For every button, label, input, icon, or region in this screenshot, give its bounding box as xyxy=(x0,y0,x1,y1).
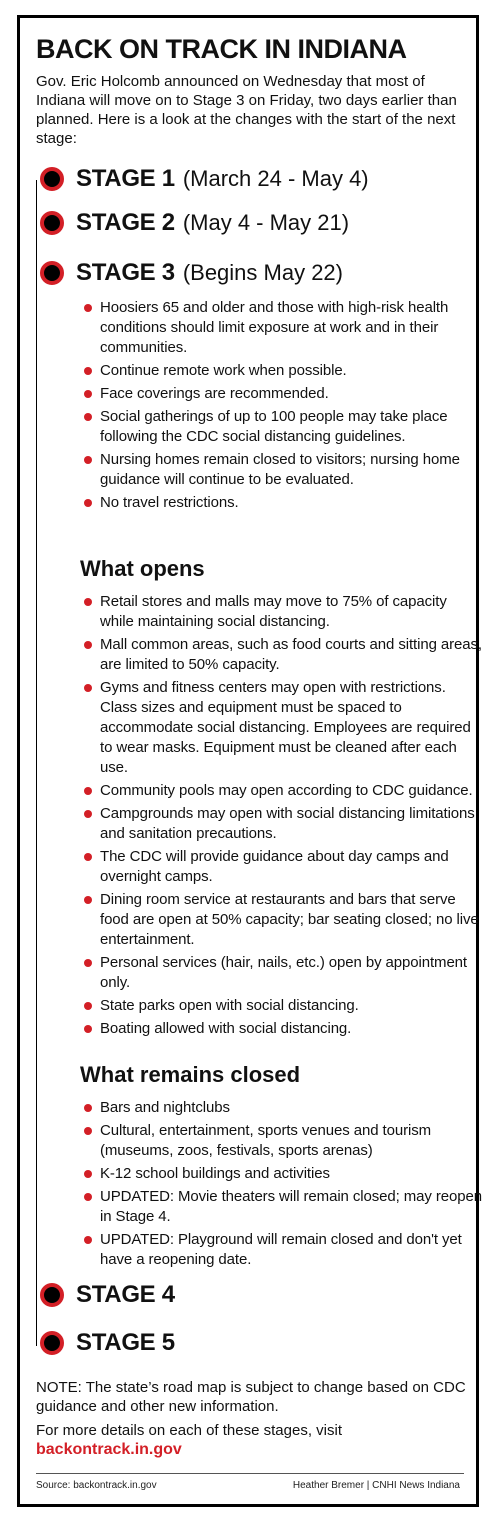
stage-label: STAGE 4 xyxy=(76,1281,175,1308)
stage-5 xyxy=(40,1328,175,1358)
list-item-text: Dining room service at restaurants and bars that serve food are open at 50% capacity; bar seating closed; no live entertainment. xyxy=(100,891,479,948)
list-item xyxy=(84,635,484,675)
stage-label: STAGE 2 xyxy=(76,209,175,236)
timeline-dot-icon xyxy=(40,261,64,285)
list-item xyxy=(84,384,484,404)
footer-divider xyxy=(36,1473,464,1474)
list-item-text: Nursing homes remain closed to visitors; nursing home guidance will continue to be evaluated. xyxy=(100,451,460,488)
list-item-text: UPDATED: Movie theaters will remain closed; may reopen in Stage 4. xyxy=(100,1188,482,1225)
list-item-text: Campgrounds may open with social distancing limitations and sanitation precautions. xyxy=(100,805,475,842)
stage-1 xyxy=(40,164,369,194)
infographic-frame xyxy=(17,15,482,1507)
bullet-icon xyxy=(84,367,92,375)
bullet-icon xyxy=(84,787,92,795)
intro-text: Gov. Eric Holcomb announced on Wednesday that most of Indiana will move on to Stage 3 on Friday, two days earlier than planned. Here is a look at the changes with the start of the next stage: xyxy=(36,73,457,147)
bullet-icon xyxy=(84,499,92,507)
timeline-dot-icon xyxy=(40,1283,64,1307)
stage-4 xyxy=(40,1280,175,1310)
bullet-icon xyxy=(84,413,92,421)
stage-3 xyxy=(40,258,343,288)
bullet-icon xyxy=(84,1236,92,1244)
list-item xyxy=(84,1164,484,1184)
bullet-icon xyxy=(84,598,92,606)
list-item xyxy=(84,298,484,358)
list-item xyxy=(84,678,484,778)
list-item xyxy=(84,1230,484,1270)
bullet-icon xyxy=(84,641,92,649)
list-item-text: Face coverings are recommended. xyxy=(100,385,329,402)
timeline-dot-icon xyxy=(40,167,64,191)
stage-label: STAGE 1 xyxy=(76,165,175,192)
stage-label: STAGE 5 xyxy=(76,1329,175,1356)
backontrack-link[interactable]: backontrack.in.gov xyxy=(36,1441,182,1458)
what-closed-heading: What remains closed xyxy=(80,1062,301,1087)
timeline-line xyxy=(36,180,37,1346)
list-item xyxy=(84,1098,484,1118)
bullet-icon xyxy=(84,1193,92,1201)
stage-2 xyxy=(40,208,349,238)
bullet-icon xyxy=(84,390,92,398)
list-item xyxy=(84,847,484,887)
more-details-text: For more details on each of these stages, visit xyxy=(36,1422,342,1439)
infographic-title: BACK ON TRACK IN INDIANA xyxy=(36,34,407,64)
list-item-text: Boating allowed with social distancing. xyxy=(100,1020,352,1037)
what-opens-list xyxy=(84,592,484,1042)
list-item-text: State parks open with social distancing. xyxy=(100,997,359,1014)
bullet-icon xyxy=(84,853,92,861)
list-item xyxy=(84,781,484,801)
list-item xyxy=(84,407,484,447)
list-item xyxy=(84,1187,484,1227)
timeline-dot-icon xyxy=(40,1331,64,1355)
list-item xyxy=(84,361,484,381)
bullet-icon xyxy=(84,1127,92,1135)
bullet-icon xyxy=(84,896,92,904)
stage3-list xyxy=(84,298,484,516)
stage-label: STAGE 3 xyxy=(76,259,175,286)
stage-dates: (Begins May 22) xyxy=(182,260,343,285)
bullet-icon xyxy=(84,1025,92,1033)
what-opens-heading: What opens xyxy=(80,556,205,581)
list-item-text: UPDATED: Playground will remain closed and don't yet have a reopening date. xyxy=(100,1231,462,1268)
bullet-icon xyxy=(84,959,92,967)
list-item-text: No travel restrictions. xyxy=(100,494,239,511)
bullet-icon xyxy=(84,304,92,312)
list-item-text: Personal services (hair, nails, etc.) open by appointment only. xyxy=(100,954,467,991)
list-item-text: Gyms and fitness centers may open with restrictions. Class sizes and equipment must be spaced to accommodate social distancing. Employees are required to wear masks. Equipment must be cleaned after each use. xyxy=(100,679,471,776)
list-item xyxy=(84,890,484,950)
note-text: NOTE: The state’s road map is subject to change based on CDC guidance and other new information. xyxy=(36,1379,466,1415)
list-item xyxy=(84,953,484,993)
list-item-text: Bars and nightclubs xyxy=(100,1099,230,1116)
list-item-text: K-12 school buildings and activities xyxy=(100,1165,330,1182)
what-closed-list xyxy=(84,1098,484,1273)
list-item-text: Community pools may open according to CDC guidance. xyxy=(100,782,473,799)
list-item xyxy=(84,804,484,844)
list-item-text: Hoosiers 65 and older and those with high-risk health conditions should limit exposure at work and in their communities. xyxy=(100,299,449,356)
list-item-text: Social gatherings of up to 100 people may take place following the CDC social distancing guidelines. xyxy=(100,408,448,445)
stage-dates: (May 4 - May 21) xyxy=(182,210,350,235)
list-item-text: Cultural, entertainment, sports venues and tourism (museums, zoos, festivals, sports arenas) xyxy=(100,1122,431,1159)
bullet-icon xyxy=(84,456,92,464)
stage-dates: (March 24 - May 4) xyxy=(182,166,369,191)
bullet-icon xyxy=(84,810,92,818)
bullet-icon xyxy=(84,1104,92,1112)
bullet-icon xyxy=(84,1170,92,1178)
list-item xyxy=(84,996,484,1016)
list-item xyxy=(84,450,484,490)
more-details xyxy=(36,1421,466,1459)
source-credit: Source: backontrack.in.gov xyxy=(36,1480,157,1491)
list-item-text: The CDC will provide guidance about day camps and overnight camps. xyxy=(100,848,449,885)
list-item-text: Continue remote work when possible. xyxy=(100,362,347,379)
list-item xyxy=(84,592,484,632)
bullet-icon xyxy=(84,684,92,692)
list-item xyxy=(84,1019,484,1039)
timeline-dot-icon xyxy=(40,211,64,235)
bullet-icon xyxy=(84,1002,92,1010)
list-item-text: Mall common areas, such as food courts and sitting areas, are limited to 50% capacity. xyxy=(100,636,482,673)
author-credit: Heather Bremer | CNHI News Indiana xyxy=(292,1480,460,1491)
list-item-text: Retail stores and malls may move to 75% of capacity while maintaining social distancing. xyxy=(100,593,447,630)
list-item xyxy=(84,1121,484,1161)
list-item xyxy=(84,493,484,513)
